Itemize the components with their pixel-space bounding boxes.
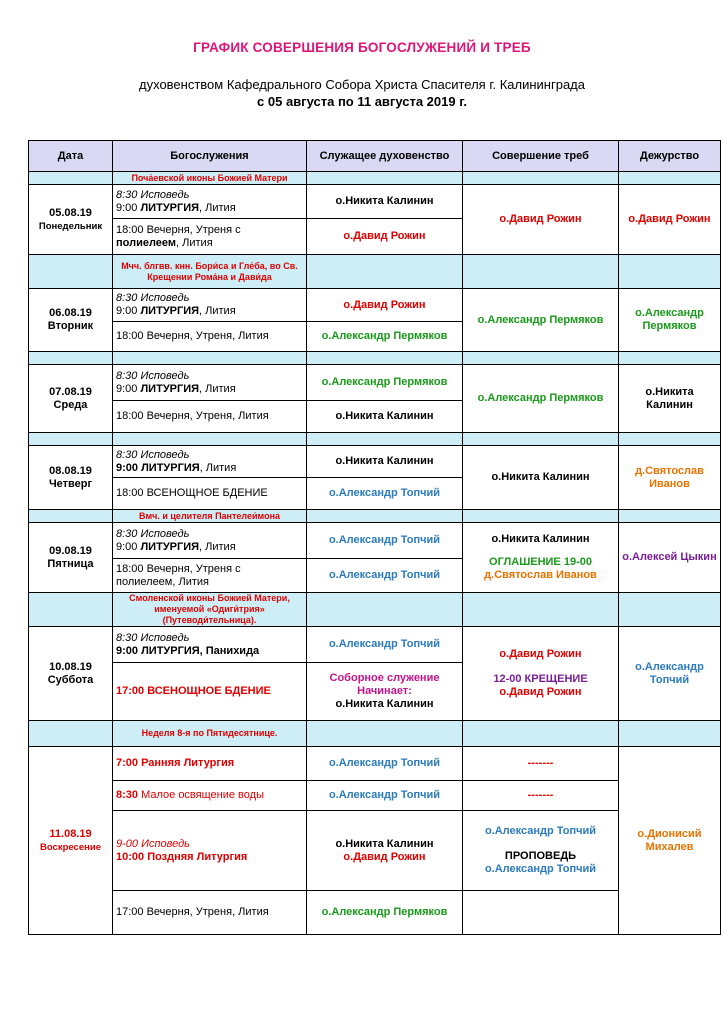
service-main: ЛИТУРГИЯ [141, 461, 200, 474]
feast-row [29, 352, 721, 365]
service-cell [113, 811, 307, 891]
service-main: ЛИТУРГИЯ, Панихида [141, 644, 260, 657]
page-title: ГРАФИК СОВЕРШЕНИЯ БОГОСЛУЖЕНИЙ И ТРЕБ [193, 40, 531, 55]
service-rest: , Лития [199, 305, 236, 317]
feast-label: Вмч. и целителя Пантелеи́мона [113, 510, 307, 523]
date-value: 10.08.19 [49, 660, 92, 673]
service-cell [113, 747, 307, 781]
date-value: 05.08.19 [49, 206, 92, 219]
feast-label: Смоленской иконы Божией Матери, именуемой «Одиги́трия» (Путеводи́тельница). [113, 593, 307, 627]
feast-row [29, 721, 721, 747]
rites-catechesis: ОГЛАШЕНИЕ 19-00 [489, 556, 592, 568]
date-cell [29, 289, 113, 352]
clergy-cell: о.Александр Пермяков [307, 322, 463, 352]
clergy-cell [307, 663, 463, 721]
clergy-cell: о.Александр Пермяков [307, 365, 463, 401]
col-header-duty: Дежурство [619, 141, 721, 172]
feast-label: Мчч. блгвв. кнн. Бори́са и Гле́ба, во Св. Крещении Рома́на и Дави́да [113, 255, 307, 289]
date-value: 08.08.19 [49, 464, 92, 477]
table-row [29, 446, 721, 478]
table-row [29, 781, 721, 811]
service-cell [113, 185, 307, 219]
date-cell [29, 365, 113, 433]
service-cell: 18:00 Вечерня, Утреня с полиелеем, Лития [113, 559, 307, 593]
clergy-cell: о.Александр Топчий [307, 523, 463, 559]
table-row [29, 811, 721, 891]
service-main: полиелеем [116, 236, 177, 249]
date-cell [29, 627, 113, 721]
service-rest: , Лития [176, 236, 213, 249]
clergy-cell: о.Александр Топчий [307, 781, 463, 811]
service-cell: 18:00 Вечерня, Утреня, Лития [113, 322, 307, 352]
service-time: 9:00 [116, 305, 141, 317]
weekday: Суббота [47, 673, 94, 686]
service-cell [113, 446, 307, 478]
clergy-cell [307, 811, 463, 891]
clergy-cell: о.Давид Рожин [307, 219, 463, 255]
rites-cell: о.Давид Рожин [463, 185, 619, 255]
service-confession: 8:30 Исповедь [116, 188, 190, 201]
clergy-cell: о.Никита Калинин [307, 185, 463, 219]
col-header-date: Дата [29, 141, 113, 172]
date-value: 09.08.19 [49, 544, 92, 557]
rites-priest: о.Александр Топчий [484, 825, 597, 837]
service-time: 9:00 [116, 201, 141, 214]
feast-row [29, 172, 721, 185]
service-rest: , Лития [199, 382, 236, 395]
clergy-cell: о.Александр Топчий [307, 747, 463, 781]
weekday: Вторник [47, 320, 94, 332]
service-rest: , Лития [199, 201, 236, 214]
service-confession: 8:30 Исповедь [116, 527, 190, 540]
clergy-cell: о.Давид Рожин [307, 289, 463, 322]
feast-row [29, 255, 721, 289]
rites-cell: о.Александр Пермяков [463, 289, 619, 352]
feast-label: Неделя 8-я по Пятидесятнице. [113, 721, 307, 747]
duty-cell: о.Александр Топчий [619, 627, 721, 721]
clergy-council-note: Соборное служение Начинает: [329, 672, 440, 697]
feast-row [29, 433, 721, 446]
rites-cell [463, 891, 619, 935]
service-main: ЛИТУРГИЯ [140, 382, 200, 395]
schedule-period: с 05 августа по 11 августа 2019 г. [257, 94, 467, 109]
duty-cell: о.Дионисий Михалев [619, 747, 721, 935]
service-main: ЛИТУРГИЯ [140, 305, 200, 317]
rites-sermon: ПРОПОВЕДЬ [504, 850, 577, 862]
duty-cell: о.Александр Пермяков [619, 289, 721, 352]
rites-baptism-priest: о.Давид Рожин [499, 686, 582, 698]
date-cell [29, 523, 113, 593]
feast-row [29, 593, 721, 627]
date-cell [29, 747, 113, 935]
rites-cell: ------- [463, 781, 619, 811]
service-time: 7:00 [116, 757, 142, 769]
rites-cell: о.Александр Пермяков [463, 365, 619, 433]
col-header-clergy: Служащее духовенство [307, 141, 463, 172]
rites-cell [463, 523, 619, 593]
service-time: 9:00 [116, 540, 141, 553]
service-cell [113, 219, 307, 255]
weekday: Понедельник [38, 220, 103, 232]
rites-cell [463, 811, 619, 891]
service-rest: , Лития [199, 461, 237, 474]
date-value: 07.08.19 [49, 385, 92, 398]
rites-cell: ------- [463, 747, 619, 781]
date-cell [29, 185, 113, 255]
service-confession: 8:30 Исповедь [116, 292, 190, 304]
col-header-services: Богослужения [113, 141, 307, 172]
page-subtitle: духовенством Кафедрального Собора Христа Спасителя г. Калининграда [139, 77, 585, 92]
schedule-table [28, 140, 721, 935]
date-value: 06.08.19 [49, 307, 92, 319]
table-row [29, 365, 721, 401]
weekday: Воскресение [40, 841, 101, 853]
clergy-cell: о.Александр Пермяков [307, 891, 463, 935]
rites-cell [463, 627, 619, 721]
service-cell: 17:00 Вечерня, Утреня, Лития [113, 891, 307, 935]
service-main: 10:00 Поздняя Литургия [116, 850, 248, 863]
feast-label: Поча́евской иконы Божией Матери [113, 172, 307, 185]
table-row [29, 747, 721, 781]
duty-cell: о.Алексей Цыкин [619, 523, 721, 593]
rites-priest: о.Никита Калинин [491, 533, 590, 545]
service-cell: 17:00 ВСЕНОЩНОЕ БДЕНИЕ [113, 663, 307, 721]
service-main: Ранняя Литургия [141, 757, 235, 769]
table-row [29, 523, 721, 559]
service-cell [113, 365, 307, 401]
service-main: ЛИТУРГИЯ [140, 201, 200, 214]
service-confession: 8:30 Исповедь [116, 448, 190, 461]
clergy-cell: о.Александр Топчий [307, 627, 463, 663]
clergy-cell: о.Александр Топчий [307, 478, 463, 510]
service-confession: 8:30 Исповедь [116, 369, 190, 382]
table-row [29, 891, 721, 935]
col-header-rites: Совершение треб [463, 141, 619, 172]
service-time: 9:00 [116, 644, 142, 657]
clergy-priest-1: о.Никита Калинин [335, 837, 434, 850]
date-cell [29, 446, 113, 510]
clergy-cell: о.Никита Калинин [307, 401, 463, 433]
service-evening: 18:00 Вечерня, Утреня с [116, 223, 241, 236]
service-cell [113, 289, 307, 322]
service-cell [113, 523, 307, 559]
clergy-priest-2: о.Давид Рожин [343, 850, 426, 863]
weekday: Пятница [47, 557, 94, 570]
weekday: Среда [53, 398, 88, 411]
service-cell [113, 781, 307, 811]
rites-baptism: 12-00 КРЕЩЕНИЕ [493, 673, 588, 685]
clergy-council-priest: о.Никита Калинин [335, 698, 434, 710]
service-main: ЛИТУРГИЯ [140, 540, 200, 553]
service-time: 9:00 [116, 382, 141, 395]
service-cell [113, 627, 307, 663]
feast-row [29, 510, 721, 523]
rites-cell: о.Никита Калинин [463, 446, 619, 510]
table-row [29, 185, 721, 219]
clergy-cell: о.Никита Калинин [307, 446, 463, 478]
service-rest: , Лития [199, 540, 236, 553]
duty-cell: о.Никита Калинин [619, 365, 721, 433]
service-time: 8:30 [116, 789, 142, 801]
table-header-row [29, 141, 721, 172]
service-main: Малое освящение воды [141, 789, 264, 801]
rites-priest: о.Давид Рожин [499, 648, 582, 660]
service-confession: 8:30 Исповедь [116, 631, 190, 644]
service-confession: 9-00 Исповедь [116, 837, 190, 850]
rites-deacon: д.Святослав Иванов [484, 569, 597, 581]
duty-cell: д.Святослав Иванов [619, 446, 721, 510]
service-time: 9:00 [116, 461, 142, 474]
weekday: Четверг [48, 477, 93, 490]
date-value: 11.08.19 [49, 827, 92, 840]
service-cell: 18:00 ВСЕНОЩНОЕ БДЕНИЕ [113, 478, 307, 510]
duty-cell: о.Давид Рожин [619, 185, 721, 255]
rites-sermon-priest: о.Александр Топчий [484, 863, 597, 875]
table-row [29, 627, 721, 663]
table-row [29, 289, 721, 322]
clergy-cell: о.Александр Топчий [307, 559, 463, 593]
service-cell: 18:00 Вечерня, Утреня, Лития [113, 401, 307, 433]
